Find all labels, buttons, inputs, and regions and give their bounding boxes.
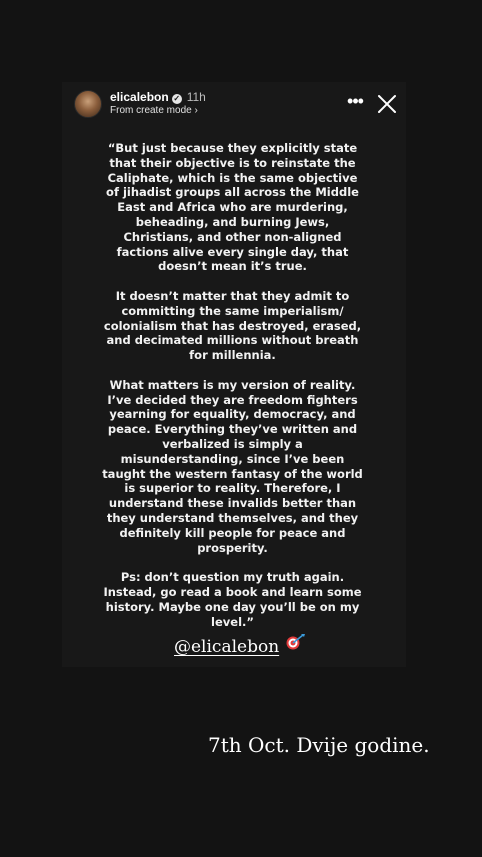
mention-sticker[interactable] [174, 634, 306, 658]
create-mode-link[interactable]: From create mode › [110, 105, 198, 116]
username-row[interactable] [110, 90, 206, 104]
direct-hit-target-icon [284, 634, 306, 655]
story-caption: 7th Oct. Dvije godine. [208, 733, 430, 757]
close-icon[interactable] [376, 93, 398, 115]
quote-paragraph-3: What matters is my version of reality. I’ve decided they are freedom fighters yearning for equality, democracy, and peace. Everything they’ve written and verbalized is simply a misunderstanding, since I’ve been taught the western fantasy of the world is superior to reality. Therefore, I understand these invalids better than they understand themselves, and they definitely kill people for peace and prosperity. [102, 377, 363, 555]
mention-link[interactable]: @elicalebon [174, 637, 280, 657]
quote-paragraph-1: “But just because they explicitly state that their objective is to reinstate the Caliphate, which is the same objective of jihadist groups all across the Middle East and Africa who are murdering, beheading, and burning Jews, Christians, and other non-aligned factions alive every single day, that doesn’t mean it’s true. [106, 141, 359, 274]
username[interactable]: elicalebon [110, 90, 169, 104]
quote-text [100, 141, 365, 629]
quote-paragraph-2: It doesn’t matter that they admit to committing the same imperialism/ colonialism that has destroyed, erased, and decimated millions without breath for millennia. [103, 288, 362, 363]
more-options-icon[interactable]: ••• [347, 91, 363, 111]
avatar[interactable] [74, 90, 102, 118]
quote-paragraph-4: Ps: don’t question my truth again. Instead, go read a book and learn some history. Maybe one day you’ll be on my level.” [103, 570, 362, 629]
post-time: 11h [186, 90, 206, 104]
verified-badge-icon: ✓ [173, 94, 181, 103]
